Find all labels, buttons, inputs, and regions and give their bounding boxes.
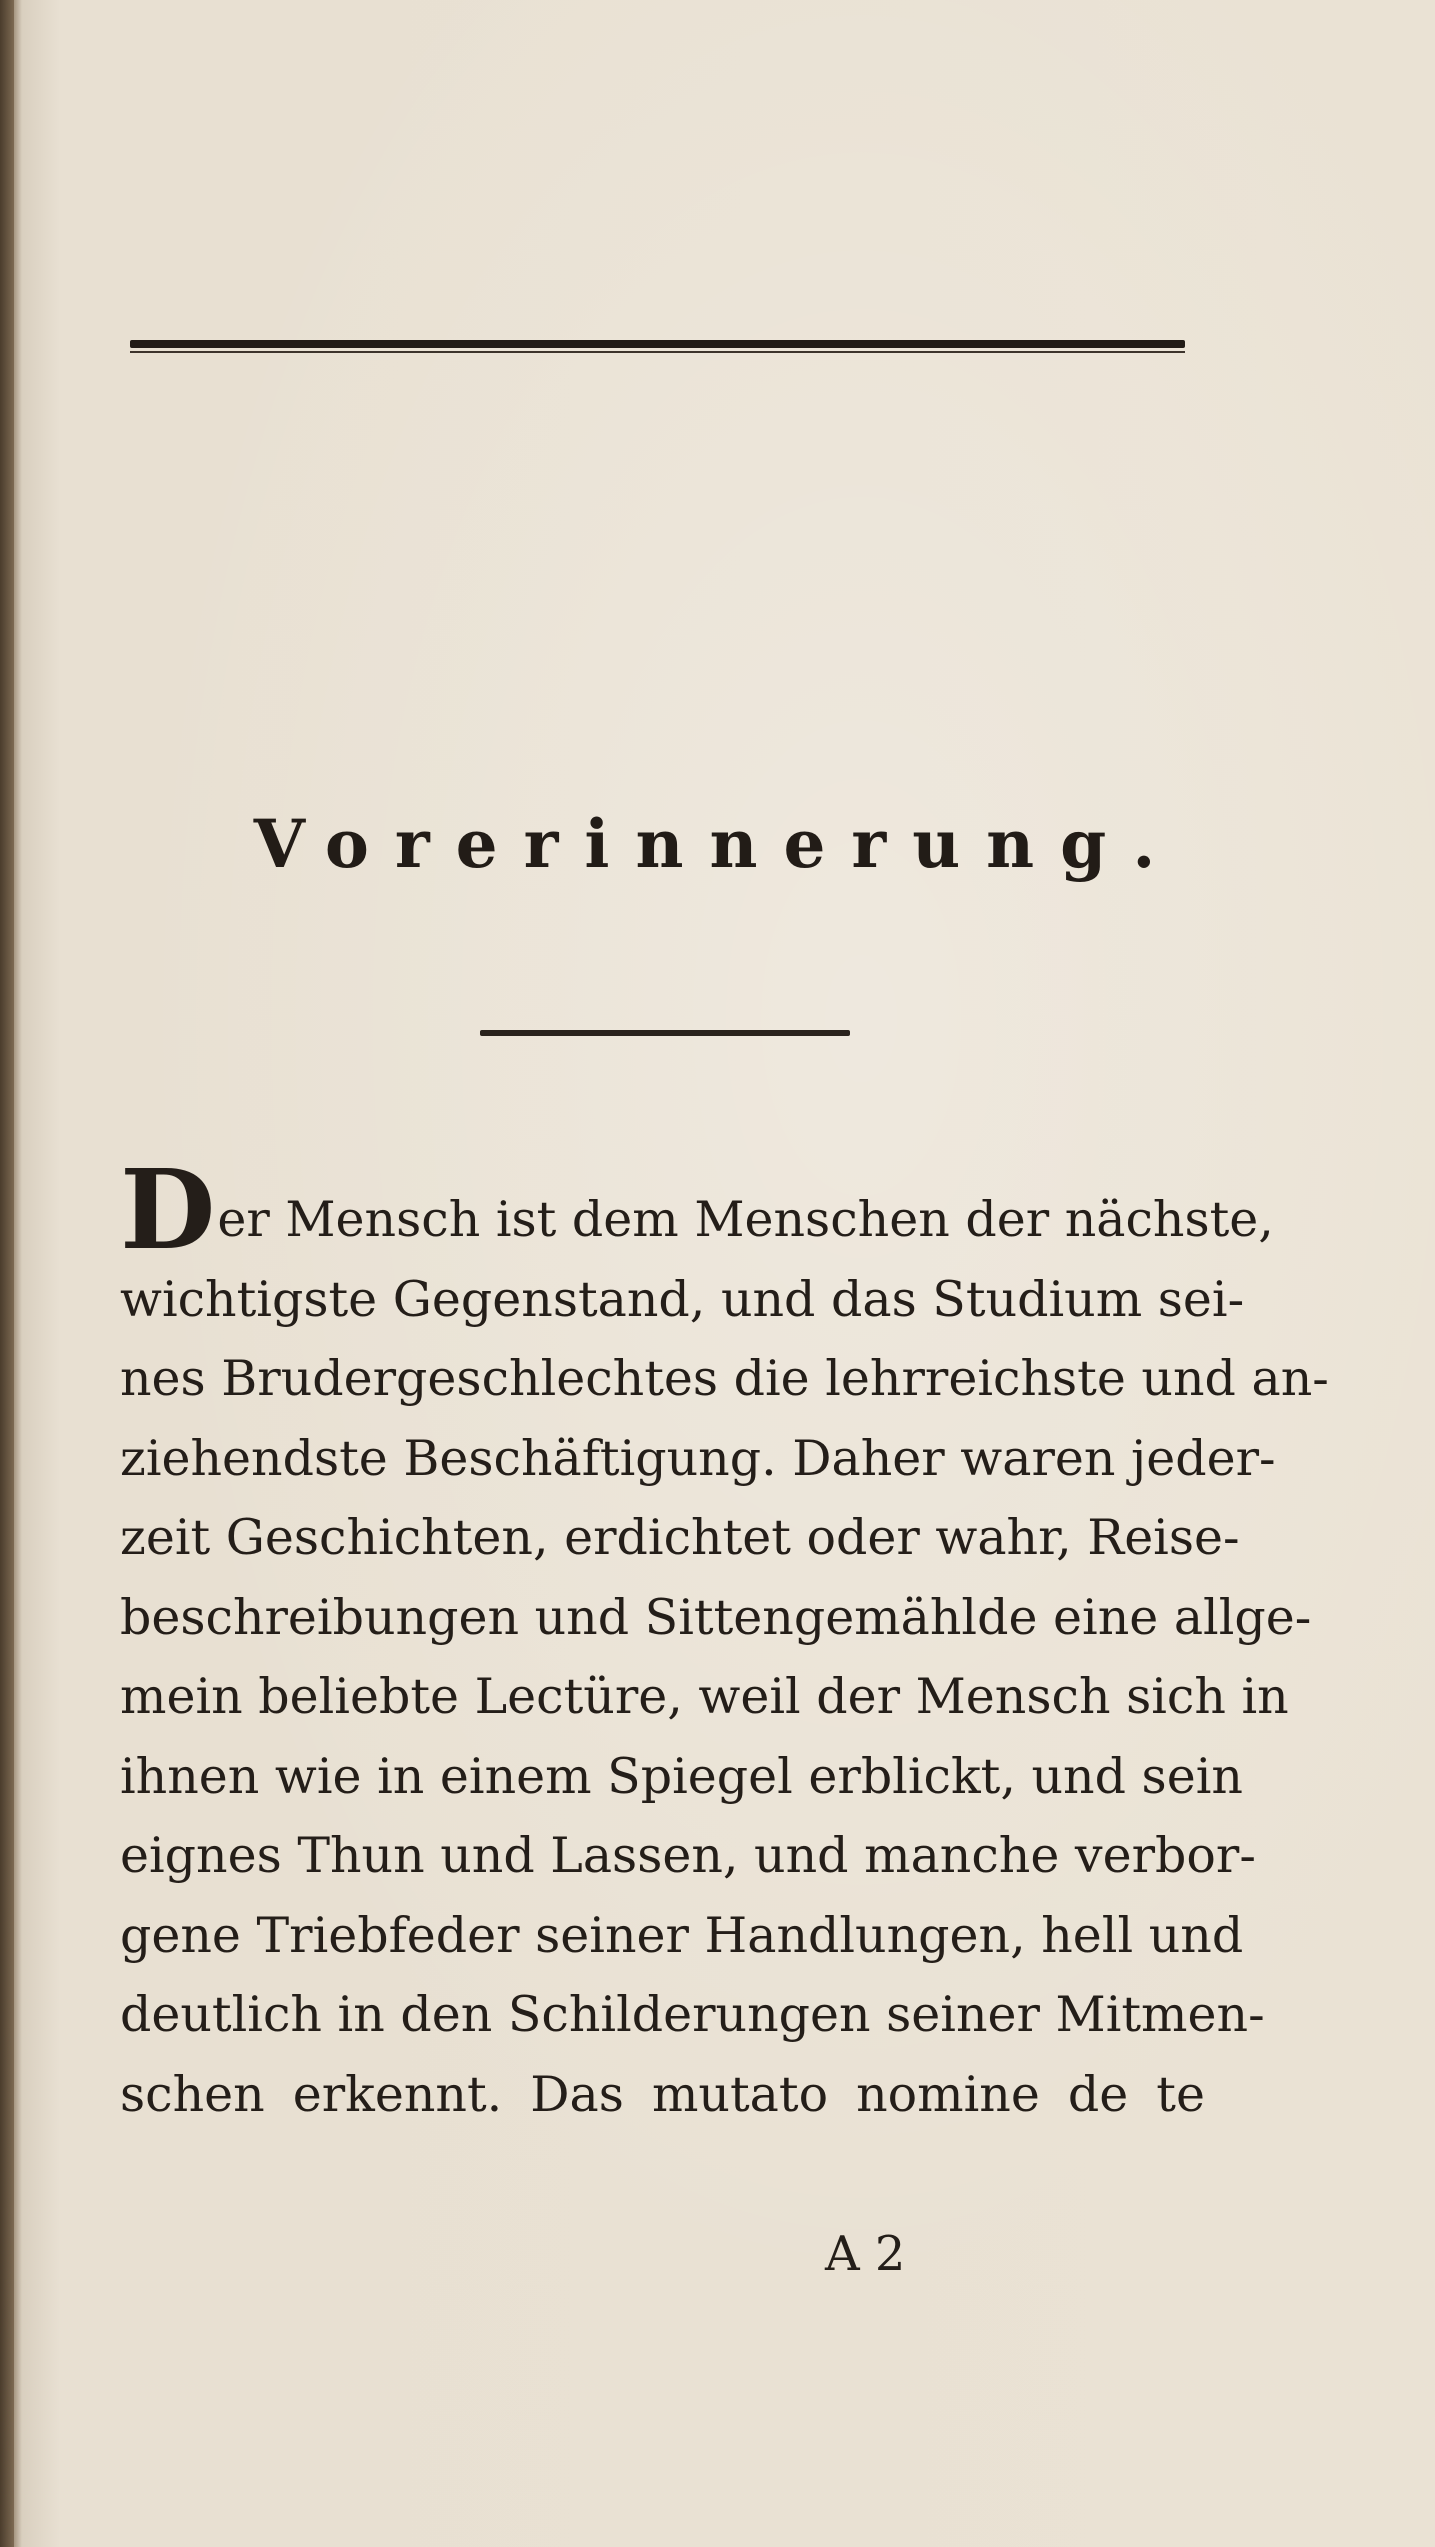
text-line: zeit Geschichten, erdichtet oder wahr, Reise- [120, 1509, 1240, 1566]
top-rule [130, 340, 1185, 348]
text-line: beschreibungen und Sittengemählde eine allge- [120, 1588, 1312, 1646]
drop-cap: D [120, 1145, 216, 1274]
text-line: gene Triebfeder seiner Handlungen, hell und [120, 1906, 1244, 1964]
page-heading: Vorerinnerung. [253, 805, 1182, 883]
signature-mark: A 2 [825, 2226, 906, 2282]
heading-rule [480, 1030, 850, 1036]
text-line: nes Brudergeschlechtes die lehrreichste und an- [120, 1350, 1329, 1407]
text-line: eignes Thun und Lassen, und manche verbor- [120, 1827, 1256, 1884]
text-line [120, 1145, 1274, 1274]
top-rule-thin [130, 351, 1185, 353]
body-text [120, 1145, 1329, 2134]
text-line: ihnen wie in einem Spiegel erblickt, und sein [120, 1747, 1243, 1805]
text-line: wichtigste Gegenstand, und das Studium sei- [120, 1270, 1245, 1328]
text-line: deutlich in den Schilderungen seiner Mitmen- [120, 1986, 1265, 2043]
first-line-text: er Mensch ist dem Menschen der nächste, [217, 1191, 1274, 1248]
text-line: schen erkennt. Das mutato nomine de te [120, 2065, 1205, 2123]
text-line: mein beliebte Lectüre, weil der Mensch sich in [120, 1668, 1289, 1725]
text-line: ziehendste Beschäftigung. Daher waren jeder- [120, 1429, 1276, 1487]
page-gutter [0, 0, 14, 2547]
